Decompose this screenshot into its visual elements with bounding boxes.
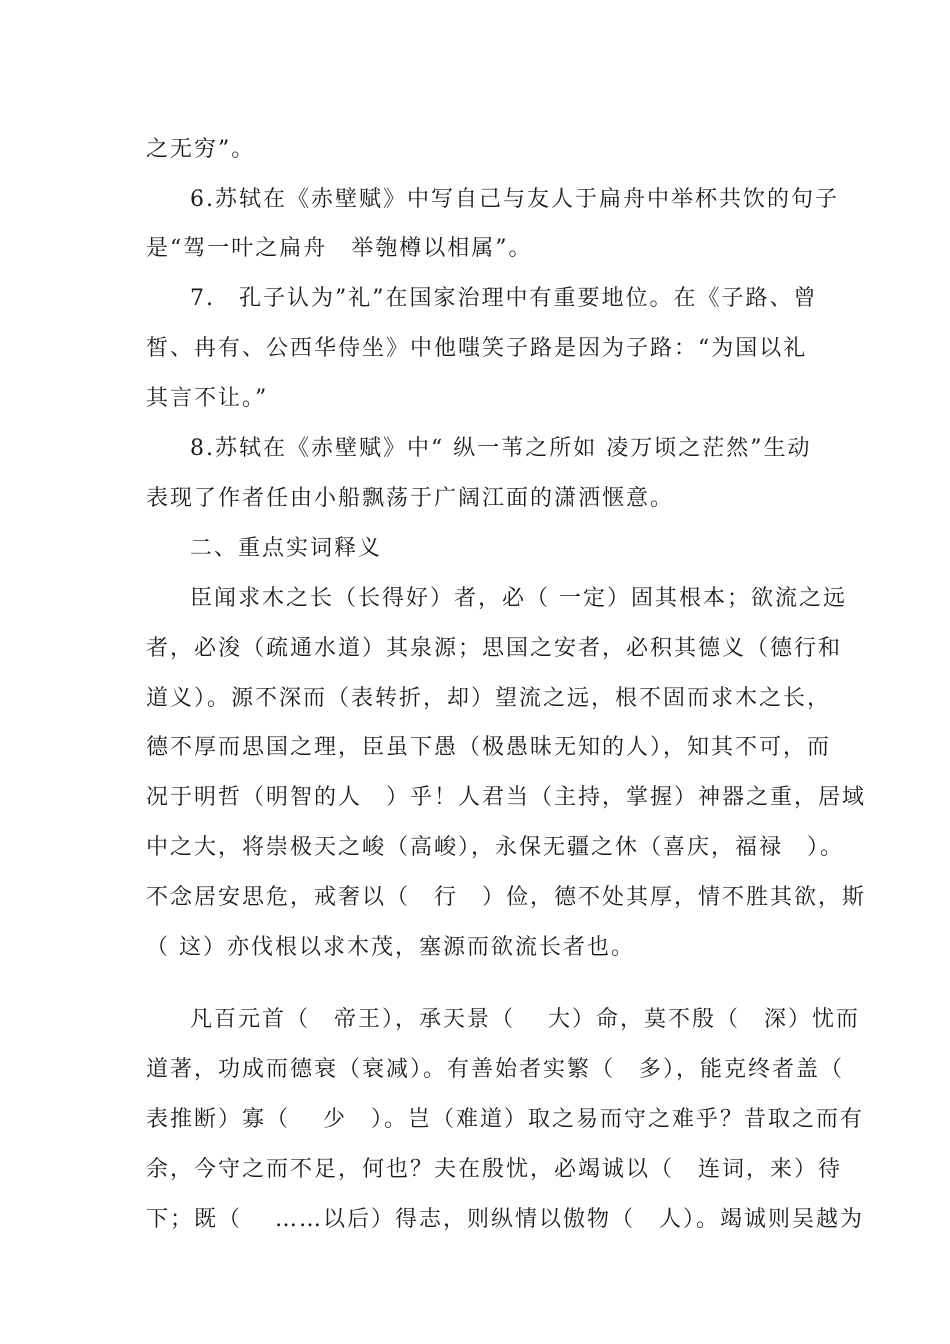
text-line: 余，今守之而不足，何也？夫在殷忧，必竭诚以（ 连词，来）待	[146, 1157, 843, 1182]
text-line: 臣闻求木之长（长得好）者，必（ 一定）固其根本；欲流之远	[190, 586, 847, 611]
text-line: 下；既（ ……以后）得志，则纵情以傲物（ 人）。竭诚则吴越为	[146, 1207, 864, 1232]
text-line: 7. 孔子认为”礼”在国家治理中有重要地位。在《子路、曾	[190, 286, 818, 311]
text-line: 表推断）寡（ 少 ）。岂（难道）取之易而守之难乎？昔取之而有	[146, 1107, 864, 1132]
text-line: 之无穷”。	[146, 137, 256, 162]
text-line: 8.苏轼在《赤壁赋》中“ 纵一苇之所如 凌万顷之茫然”生动	[190, 436, 812, 461]
section-heading: 二、重点实词释义	[190, 536, 383, 561]
text-line: 况于明哲（明智的人 ）乎！人君当（主持，掌握）神器之重，居域	[146, 785, 867, 810]
text-line: 中之大，将崇极天之峻（高峻），永保无疆之休（喜庆，福禄 ）。	[146, 835, 845, 860]
text-line: 道著，功成而德衰（衰减）。有善始者实繁（ 多），能克终者盖（	[146, 1057, 845, 1082]
text-line: 皙、冉有、公西华侍坐》中他嗤笑子路是因为子路：“为国以礼	[146, 336, 808, 361]
text-line: 凡百元首（ 帝王），承天景（ 大）命，莫不殷（ 深）忧而	[190, 1007, 860, 1032]
text-line: 者，必浚（疏通水道）其泉源；思国之安者，必积其德义（德行和	[146, 636, 843, 661]
text-line: 其言不让。”	[146, 386, 269, 411]
text-line: 道义）。源不深而（表转折，却）望流之远，根不固而求木之长，	[146, 686, 832, 711]
text-line: （ 这）亦伐根以求木茂，塞源而欲流长者也。	[146, 935, 635, 960]
text-line: 6.苏轼在《赤壁赋》中写自己与友人于扁舟中举杯共饮的句子	[190, 187, 839, 212]
text-line: 不念居安思危，戒奢以（ 行 ）俭，德不处其厚，情不胜其欲，斯	[146, 885, 867, 910]
text-line: 德不厚而思国之理，臣虽下愚（极愚昧无知的人），知其不可，而	[146, 735, 832, 760]
text-line: 是“驾一叶之扁舟 举匏樽以相属”。	[146, 236, 533, 261]
text-line: 表现了作者任由小船飘荡于广阔江面的潇洒惬意。	[146, 486, 675, 511]
